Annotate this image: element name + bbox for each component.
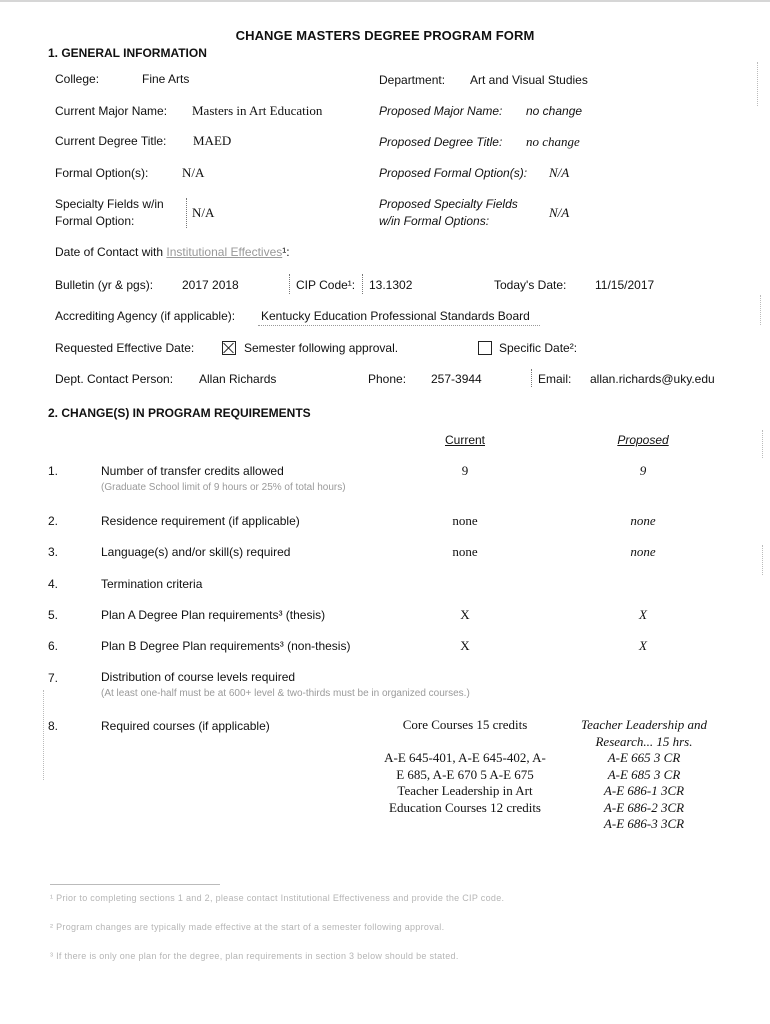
row-current: X [460,607,470,622]
row-proposed: X [639,638,647,653]
proposed-specialty-label-1: Proposed Specialty Fields [379,197,518,211]
specific-date-checkbox[interactable] [478,341,492,355]
row-label: Language(s) and/or skill(s) required [101,545,291,559]
row-number: 5. [48,608,59,622]
row-number: 2. [48,514,59,528]
cip-divider-right [362,274,363,294]
proposed-option-label: Proposed Formal Option(s): [379,166,528,180]
department-label: Department: [379,73,446,87]
scan-mark [757,62,758,106]
proposed-specialty-value: N/A [549,205,570,220]
specialty-value: N/A [192,205,215,220]
degree-value: MAED [193,133,232,148]
section-general-information: 1. GENERAL INFORMATION [48,46,207,60]
proposed-major-label: Proposed Major Name: [379,104,503,118]
major-value: Masters in Art Education [192,103,323,118]
scan-edge-top [0,0,770,2]
contact-date-suffix: ¹: [282,245,290,259]
contact-person-value: Allan Richards [199,372,277,386]
scan-mark [762,545,763,575]
row7-note: (At least one-half must be at 600+ level & two-thirds must be in organized courses.) [101,688,470,699]
footnote-2: ² Program changes are typically made effective at the start of a semester following approval. [50,922,445,932]
semester-label: Semester following approval. [244,341,399,355]
phone-label: Phone: [368,372,407,386]
contact-date-row [55,245,290,259]
cip-value: 13.1302 [369,278,413,292]
college-label: College: [55,72,100,86]
cip-label: CIP Code¹: [296,278,356,292]
specific-date-label: Specific Date²: [499,341,578,355]
proposed-major-value: no change [526,104,583,118]
form-title: CHANGE MASTERS DEGREE PROGRAM FORM [235,28,535,43]
scan-mark [43,690,44,780]
section-program-requirements: 2. CHANGE(S) IN PROGRAM REQUIREMENTS [48,406,311,420]
row-number: 4. [48,577,59,591]
proposed-column-header: Proposed [617,433,669,447]
phone-value: 257-3944 [431,372,482,386]
agency-value: Kentucky Education Professional Standards Board [261,309,530,323]
footnote-1: ¹ Prior to completing sections 1 and 2, please contact Institutional Effectiveness and provide the CIP code. [50,893,505,903]
row-current: 9 [461,463,469,478]
semester-checkbox[interactable] [222,341,236,355]
bulletin-value: 2017 2018 [182,278,239,292]
row-current: none [452,513,478,528]
proposed-option-value: N/A [549,165,570,180]
institutional-effectiveness-link[interactable]: Institutional Effectives [166,245,283,259]
row-number: 8. [48,719,59,733]
row-number: 3. [48,545,59,559]
email-divider [531,369,532,387]
scan-mark [762,430,763,458]
row-proposed: X [639,607,647,622]
proposed-degree-value: no change [526,134,580,149]
contact-date-label: Date of Contact with [55,245,164,259]
row-proposed: 9 [639,463,647,478]
today-value: 11/15/2017 [595,278,655,292]
row-label: Distribution of course levels required [101,670,296,684]
department-value: Art and Visual Studies [470,73,588,87]
specialty-label-2: Formal Option: [55,214,135,228]
email-value: allan.richards@uky.edu [590,372,715,386]
cip-divider-left [289,274,290,294]
major-label: Current Major Name: [55,104,168,118]
email-label: Email: [538,372,572,386]
footnote-separator [50,884,220,885]
row-label: Residence requirement (if applicable) [101,514,300,528]
row-current: none [452,544,478,559]
contact-person-label: Dept. Contact Person: [55,372,174,386]
current-required-courses: Core Courses 15 credits A-E 645-401, A-E 645-402, A-E 685, A-E 670 5 A-E 675 Teacher Leadership in Art Education Courses 12 credits [384,717,546,815]
row-number: 1. [48,464,59,478]
option-value: N/A [182,165,205,180]
agency-underline [258,325,540,326]
proposed-required-courses: Teacher Leadership and Research... 15 hrs. A-E 665 3 CR A-E 685 3 CR A-E 686-1 3CR A-E 686-2 3CR A-E 686-3 3CR [581,717,707,831]
row-label: Termination criteria [101,577,203,591]
row-label: Plan A Degree Plan requirements³ (thesis) [101,608,326,622]
specialty-divider [186,198,187,228]
option-label: Formal Option(s): [55,166,149,180]
row-number: 6. [48,639,59,653]
specialty-label-1: Specialty Fields w/in [55,197,164,211]
row-proposed: none [630,513,656,528]
today-label: Today's Date: [494,278,567,292]
current-column-header: Current [444,433,485,447]
row-label: Required courses (if applicable) [101,719,270,733]
degree-label: Current Degree Title: [55,134,167,148]
effective-label: Requested Effective Date: [55,341,195,355]
proposed-degree-label: Proposed Degree Title: [379,135,503,149]
row-label: Number of transfer credits allowed [101,464,284,478]
college-value: Fine Arts [142,72,190,86]
row1-note: (Graduate School limit of 9 hours or 25% of total hours) [101,482,346,493]
row-label: Plan B Degree Plan requirements³ (non-thesis) [101,639,351,653]
bulletin-label: Bulletin (yr & pgs): [55,278,154,292]
footnote-3: ³ If there is only one plan for the degree, plan requirements in section 3 below should be stated. [50,951,459,961]
row-proposed: none [630,544,656,559]
proposed-specialty-label-2: w/in Formal Options: [379,214,490,228]
scan-mark [760,295,761,325]
row-number: 7. [48,671,59,685]
row-current: X [460,638,470,653]
agency-label: Accrediting Agency (if applicable): [55,309,236,323]
